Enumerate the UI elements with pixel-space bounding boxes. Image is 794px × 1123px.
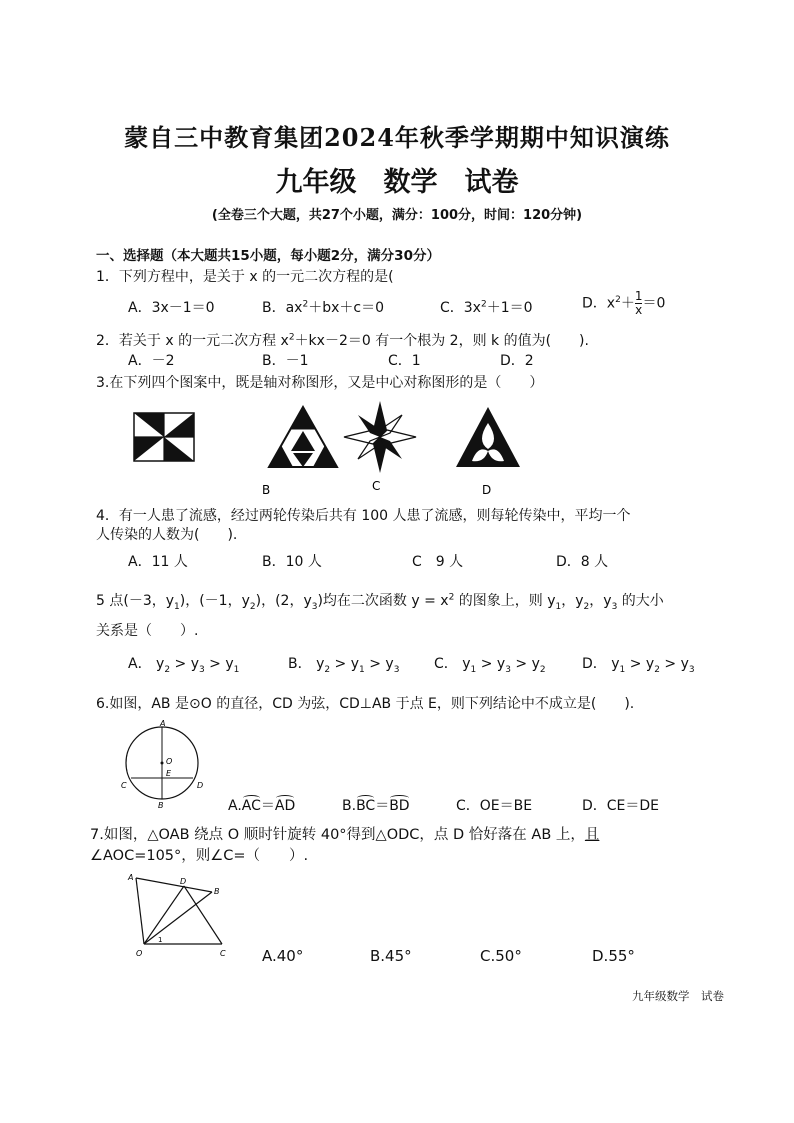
- question-7-option-a: A.40°: [262, 947, 304, 965]
- question-3-stem: 3.在下列四个图案中，既是轴对称图形，又是中心对称图形的是（ ）: [96, 375, 544, 391]
- label-b: B: [158, 801, 164, 810]
- exam-title: 蒙自三中教育集团2024年秋季学期期中知识演练: [124, 123, 670, 152]
- fraction: $\frac{1}{x}$: [634, 289, 643, 317]
- question-6-option-a: A.AC＝AD: [228, 798, 296, 814]
- question-2-option-a: A．－2: [128, 353, 175, 369]
- question-4-option-c: C 9 人: [412, 554, 464, 570]
- label-c: C: [121, 781, 127, 790]
- label-a: A: [128, 873, 134, 882]
- question-5-option-d: D． $y_1 > y_2 > y_3$: [582, 656, 695, 675]
- question-4-option-d: D．8 人: [556, 554, 609, 570]
- question-2-stem: 2．若关于 x 的一元二次方程 $x^2+kx-2=0$ 有一个根为 2，则 k 的值为( ).: [96, 332, 589, 349]
- question-4-option-b: B．10 人: [262, 554, 322, 570]
- figure-b-triangle: [269, 407, 337, 467]
- question-7-triangle-figure: [122, 870, 242, 962]
- question-4-stem-line2: 人传染的人数为( ).: [96, 527, 238, 543]
- figure-label-b: B: [262, 483, 271, 497]
- question-2-option-c: C．1: [388, 353, 421, 369]
- exam-subtitle: 九年级 数学 试卷: [275, 167, 519, 198]
- section-heading: 一、选择题（本大题共15小题，每小题2分，满分30分）: [96, 248, 440, 264]
- question-5-option-c: C． $y_1 > y_3 > y_2$: [434, 656, 546, 675]
- question-4-stem-line1: 4．有一人患了流感，经过两轮传染后共有 100 人患了流感，则每轮传染中，平均一个: [96, 508, 631, 524]
- question-1-option-b: B．$ax^2+bx+c=0$: [262, 299, 384, 316]
- question-1-stem: 1．下列方程中，是关于 x 的一元二次方程的是(: [96, 269, 394, 285]
- question-7-option-d: D.55°: [592, 947, 635, 965]
- question-1-option-c: C．$3x^2+1=0$: [440, 299, 533, 316]
- label-d: D: [180, 877, 187, 886]
- question-5-stem-line2: 关系是（ ）.: [96, 623, 199, 639]
- question-3-figures: [126, 400, 726, 500]
- figure-d-triangle: [456, 407, 520, 467]
- label-e: E: [166, 769, 172, 778]
- question-5-option-a: A． $y_2 > y_3 > y_1$: [128, 656, 240, 675]
- question-1-option-a: A．3x－1＝0: [128, 300, 215, 316]
- question-7-stem-line1: 7.如图，△OAB 绕点 O 顺时针旋转 40°得到△ODC，点 D 恰好落在 AB 上，且: [90, 827, 600, 843]
- question-5-option-b: B． $y_2 > y_1 > y_3$: [288, 656, 400, 675]
- label-o: O: [136, 949, 143, 958]
- question-7-stem-line2: ∠AOC=105°，则∠C=（ ）.: [90, 848, 309, 864]
- question-6-circle-figure: [116, 718, 216, 810]
- label-d: D: [197, 781, 204, 790]
- question-4-option-a: A．11 人: [128, 554, 188, 570]
- question-6-option-d: D．CE＝DE: [582, 798, 660, 814]
- question-2-option-d: D．2: [500, 353, 534, 369]
- figure-label-d: D: [482, 483, 492, 497]
- question-6-option-b: B.BC＝BD: [342, 798, 410, 814]
- question-2-option-b: B．－1: [262, 353, 309, 369]
- exam-info: (全卷三个大题，共27个小题，满分：100分，时间：120分钟): [211, 208, 583, 223]
- label-c: C: [220, 949, 226, 958]
- label-b: B: [214, 887, 220, 896]
- label-angle-1: 1: [158, 936, 163, 944]
- figure-c-star: [344, 401, 416, 473]
- page-footer: 九年级数学 试卷: [632, 989, 724, 1003]
- question-1-option-d: D．$x^2+$ $\frac{1}{x}$ ＝0: [582, 289, 666, 317]
- question-6-stem: 6.如图，AB 是⊙O 的直径，CD 为弦，CD⊥AB 于点 E，则下列结论中不成立是( ).: [96, 696, 635, 712]
- label-o: O: [166, 757, 173, 766]
- question-6-option-c: C．OE＝BE: [456, 798, 533, 814]
- question-7-option-c: C.50°: [480, 947, 522, 965]
- figure-label-c: C: [372, 479, 381, 493]
- label-a: A: [160, 719, 166, 728]
- question-5-stem-line1: 5 点(－3，$y_1$)，(－1，$y_2$)，(2，$y_3$)均在二次函数 $y = x^2$ 的图象上，则 $y_1$，$y_2$，$y_3$ 的大小: [96, 592, 664, 612]
- figure-a-pinwheel: [134, 413, 194, 461]
- question-7-option-b: B.45°: [370, 947, 412, 965]
